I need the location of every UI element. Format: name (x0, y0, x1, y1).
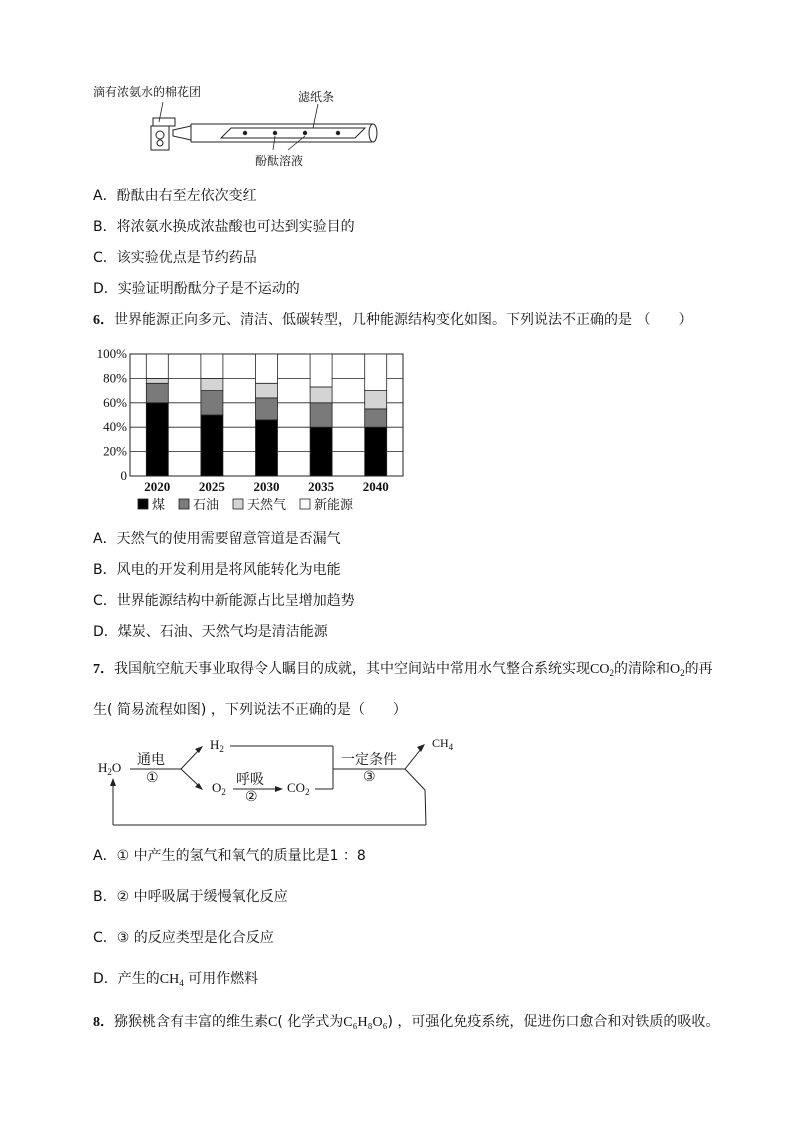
legend-label: 煤 (152, 498, 166, 513)
flow-step2-label: ② (245, 789, 258, 805)
flow-co2-sub: 2 (305, 787, 310, 797)
q6-option-d: D．煤炭、石油、天然气均是清洁能源 (93, 624, 328, 640)
q7-o2-sub: 2 (680, 668, 685, 678)
flow-step3-label: ③ (363, 769, 376, 785)
legend-swatch (179, 499, 189, 509)
energy-structure-chart (88, 342, 408, 520)
bar-segment (256, 420, 278, 476)
q7-option-c: C．③ 的反应类型是化合反应 (93, 930, 274, 946)
q5-option-d: D．实验证明酚酞分子是不运动的 (93, 281, 300, 297)
q8-stem (93, 1012, 719, 1033)
bar-segment (201, 354, 223, 378)
flow-ch4-sub: 4 (448, 742, 454, 752)
q6-number: 6． (93, 313, 114, 328)
legend-swatch (233, 499, 243, 509)
q7-stem-line1 (93, 659, 713, 683)
q7-text-part2: 的清除和 (613, 661, 670, 677)
flow-h2-sub: 2 (219, 744, 224, 754)
filter-paper-label: 滤纸条 (298, 90, 335, 104)
bar-segment (256, 398, 278, 420)
q6-stem (93, 310, 692, 331)
flow-o2-sub: 2 (221, 787, 226, 797)
q7-text-part3: 的再 (684, 661, 713, 677)
flow-h2o-sub: 2 (107, 767, 112, 777)
flow-condition-label: 一定条件 (341, 752, 397, 768)
q7-o2-main: O (669, 662, 681, 677)
q7-number: 7． (93, 662, 114, 677)
flow-ch4 (432, 736, 453, 752)
flow-co2-co: CO (287, 780, 306, 795)
q7-text-part1: 我国航空航天事业取得令人瞩目的成就，其中空间站中常用水气整合系统实现 (114, 661, 590, 677)
q7-co2 (590, 662, 614, 677)
bar-segment (146, 403, 168, 476)
q8-number: 8． (93, 1015, 114, 1030)
q6-option-b: B．风电的开发利用是将风能转化为电能 (93, 562, 341, 578)
bar-segment (146, 378, 168, 383)
q7-option-d-pre: D．产生的 (93, 971, 160, 987)
bar-segment (310, 427, 332, 476)
q7-option-a: A．① 中产生的氢气和氧气的质量比是1 ：8 (93, 848, 366, 864)
bar-segment (146, 383, 168, 403)
bar-segment (365, 409, 387, 427)
legend-swatch (138, 499, 148, 509)
q7-option-d-ch: CH (159, 972, 180, 987)
q6-option-c: C．世界能源结构中新能源占比呈增加趋势 (93, 593, 355, 609)
flow-co2 (287, 780, 310, 797)
bar-segment (310, 403, 332, 427)
y-tick-label: 0 (120, 468, 127, 483)
flow-h2o-o: O (111, 760, 122, 775)
apparatus-drawing (93, 80, 393, 172)
flow-o2-o: O (212, 780, 222, 795)
bar-segment (310, 354, 332, 387)
flow-electrolysis-label: 通电 (137, 752, 165, 768)
y-tick-label: 100% (96, 346, 127, 361)
y-tick-label: 60% (103, 394, 127, 410)
legend-label: 天然气 (247, 498, 287, 513)
phenolphthalein-label: 酚酞溶液 (255, 154, 304, 168)
x-tick-label: 2025 (198, 479, 225, 494)
q8-vitamin-c: C (268, 1015, 278, 1030)
bar-segment (201, 415, 223, 476)
q5-option-a: A．酚酞由右至左依次变红 (93, 188, 257, 204)
flow-h2 (210, 737, 224, 754)
q5-option-b: B．将浓氨水换成浓盐酸也可达到实验目的 (93, 219, 355, 235)
q7-option-d (93, 969, 258, 993)
diffusion-apparatus-figure (93, 80, 393, 172)
legend-swatch (300, 499, 310, 509)
bar-segment (146, 354, 168, 378)
bar-segment (256, 383, 278, 398)
water-gas-flow-diagram (95, 732, 455, 832)
bar-segment (256, 354, 278, 383)
flow-h2o-h: H (98, 760, 108, 775)
cotton-label: 滴有浓氨水的棉花团 (93, 85, 202, 99)
x-tick-label: 2020 (144, 479, 171, 494)
q7-co2-sub: 2 (609, 668, 614, 678)
flow-h2-h: H (210, 737, 220, 752)
bar-segment (201, 391, 223, 415)
q7-option-d-ch4 (160, 972, 184, 987)
flow-ch4-ch: CH (432, 736, 449, 750)
bar-segment (365, 391, 387, 409)
q7-option-b: B．② 中呼吸属于缓慢氧化反应 (93, 889, 288, 905)
q7-co2-main: CO (590, 662, 610, 677)
q8-formula: C₆H₈O₆ (343, 1015, 388, 1030)
flow-breath-label: 呼吸 (236, 772, 264, 788)
bar-segment (365, 427, 387, 476)
q8-text-part2: ( 化学式为 (277, 1014, 344, 1030)
x-tick-label: 2035 (308, 479, 335, 494)
q7-stem-line2: 生( 简易流程如图) ，下列说法不正确的是（ ） (93, 702, 407, 718)
x-tick-label: 2030 (253, 479, 280, 494)
q6-text: 世界能源正向多元、清洁、低碳转型，几种能源结构变化如图。下列说法不正确的是 （ ） (114, 312, 693, 328)
x-tick-label: 2040 (362, 479, 389, 494)
q7-o2 (670, 662, 685, 677)
legend-label: 新能源 (314, 498, 354, 513)
q7-option-d-sub: 4 (179, 978, 184, 988)
q5-option-c: C．该实验优点是节约药品 (93, 250, 257, 266)
flow-h2o (98, 760, 121, 777)
legend-label: 石油 (193, 498, 220, 513)
flow-step1-label: ① (146, 770, 159, 786)
q8-text-part3: ) ，可强化免疫系统，促进伤口愈合和对铁质的吸收。 (387, 1014, 720, 1030)
q7-option-d-post: 可用作燃料 (183, 971, 259, 987)
q6-option-a: A．天然气的使用需要留意管道是否漏气 (93, 531, 341, 547)
bar-segment (201, 378, 223, 390)
bar-segment (310, 387, 332, 403)
y-tick-label: 40% (103, 419, 127, 435)
bar-segment (365, 354, 387, 391)
q8-text-part1: 猕猴桃含有丰富的维生素 (114, 1014, 268, 1030)
y-tick-label: 80% (103, 370, 127, 386)
flow-o2 (212, 780, 226, 797)
y-tick-label: 20% (103, 443, 127, 459)
